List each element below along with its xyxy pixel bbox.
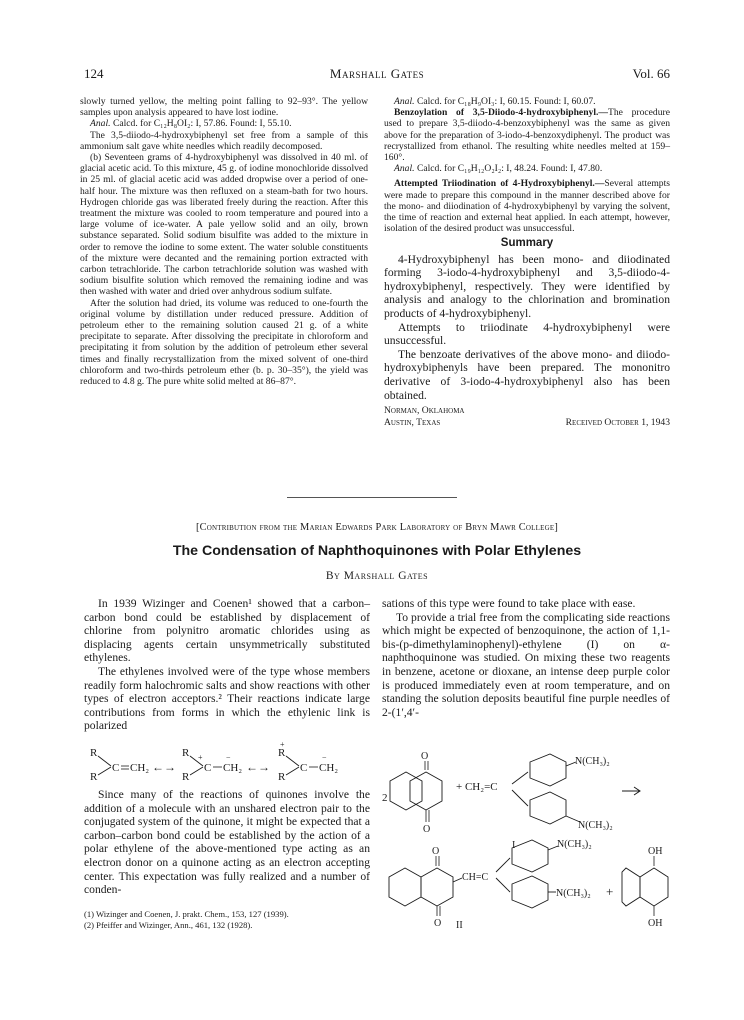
ch2-group: CH₂ (130, 762, 150, 774)
carbon-atom: C (300, 762, 308, 774)
r-group: R (90, 747, 98, 759)
paragraph: After the solution had dried, its volume was reduced to one-fourth the original volume by distillation under reduced pressure. Addition of petroleum ether to the remaining solution caused 21 g. of a white precipitate to separate. After dissolving the precipitate in chloroform and precipitating it from solution by the addition of petroleum ether several times and finally recrystallization from the mixed solvent of one-third chloroform and two-thirds petroleum ether (b. p. 30–35°), the yield was reduced to 4.8 g. The pure white solid melted at 86–87°. (80, 297, 368, 388)
oxygen-atom: O (423, 824, 431, 835)
charge-minus: − (226, 753, 231, 762)
hydroxyl-group: OH (648, 846, 663, 857)
r-group: R (182, 771, 190, 783)
ch2-group: CH₂ (319, 762, 339, 774)
r-group: R (278, 771, 286, 783)
hydroxyl-group: OH (648, 918, 663, 929)
anal-text: Calcd. for C₁₂H₈OI₂: I, 57.86. Found: I, 55.10. (112, 118, 292, 130)
benzo-ring (390, 772, 422, 810)
naphthol-ring (640, 868, 668, 906)
naphthol-ring (622, 868, 640, 906)
dimethylamino-group: N(CH₃)₂ (575, 756, 610, 767)
oxygen-atom: O (434, 918, 442, 929)
footnote-2: (2) Pfeiffer and Wizinger, Ann., 461, 132 (1928). (84, 920, 253, 930)
article-title: The Condensation of Naphthoquinones with Polar Ethylenes (172, 543, 582, 559)
paragraph (384, 178, 670, 234)
paragraph (384, 107, 670, 163)
paragraph: sations of this type were found to take place with ease. (382, 597, 636, 610)
charge-plus: + (198, 753, 203, 762)
byline: By Marshall Gates (325, 570, 429, 582)
reaction-scheme (370, 744, 670, 930)
paragraph: (b) Seventeen grams of 4-hydroxybiphenyl was dissolved in 40 ml. of glacial acetic acid. To this mixture, 45 g. of iodine monochloride dissolved in 25 ml. of glacial acetic acid was added dropwise over a period of one-half hour. The mixture was then refluxed on a steam-bath for two hours. Hydrogen chloride gas was liberated freely during the reaction. After this treatment the mixture was cooled to room temperature and poured into a large volume of ice-water. A pale yellow solid and an oily, brown substance separated. Solid sodium bisulfite was added to the mixture in order to remove the iodine to some extent. The water soluble constituents of the mixture were decanted and the remaining portion extracted with carbon tetrachloride. The carbon tetrachloride solution was washed with sodium bisulfite solution which removed the remaining iodine and was then washed with water and dried over anhydrous sodium sulfate. (80, 152, 368, 298)
resonance-arrow: ←→ (246, 760, 270, 774)
oxygen-atom: O (432, 846, 440, 857)
carbon-atom: C (112, 762, 120, 774)
paragraph: To provide a trial free from the complicating side reactions which might be expected of benzoquinone, the action of 1,1-bis-(p-dimethylaminophenyl)-ethylene (I) on α-naphthoquinone was studied. On mixing these two reagents in benzene, acetone or dioxane, an intense deep purple color is produced immediately even at room temperature, and on standing the solution deposits beautiful fine purple needles of 2-(1′,4′- (382, 610, 670, 719)
anal-label: Anal. (90, 118, 111, 130)
quinone-ring (421, 868, 453, 906)
address-line: Norman, Oklahoma (384, 405, 465, 417)
phenyl-ring (512, 840, 548, 872)
left-top-column (80, 96, 368, 387)
page-number: 124 (84, 66, 104, 81)
anal-text: Calcd. for C₁₉H₁₂O₂I₂: I, 48.24. Found: I, 47.80. (416, 163, 603, 175)
coefficient: 2 (382, 792, 388, 804)
summary-body (384, 253, 670, 403)
plus-ethylene: + CH₂=C (456, 781, 498, 793)
summary-heading: Summary (500, 237, 554, 250)
charge-minus: − (322, 753, 327, 762)
phenyl-ring (530, 754, 566, 786)
polarization-equation (86, 742, 376, 784)
summary-paragraph: Attempts to triiodinate 4-hydroxybiphenyl were unsuccessful. (384, 320, 670, 348)
benzo-ring (389, 868, 421, 906)
phenyl-ring (512, 876, 548, 908)
address-line: Austin, Texas Received October 1, 1943 (384, 416, 670, 428)
section-text: The procedure used to prepare 3,5-diiodo-4-benzoxybiphenyl was the same as given above for the preparation of 3-iodo-4-benzoxydiphenyl. The product was recrystallized from ethanol. The resulting white needles melted at 159–160°. (384, 107, 670, 164)
dimethylamino-group: N(CH₃)₂ (556, 888, 591, 899)
footnote-1: (1) Wizinger and Coenen, J. prakt. Chem., 153, 127 (1939). (84, 909, 289, 919)
paragraph: In 1939 Wizinger and Coenen¹ showed that a carbon–carbon bond could be established by displacement of chlorine from polynitro aromatic chlorides using as displacing agents certain unsymmetrically substituted ethylenes. (84, 597, 370, 665)
compound-label: II (456, 920, 463, 930)
received-date: Received October 1, 1943 (565, 416, 670, 428)
summary-paragraph: The benzoate derivatives of the above mono- and diiodo-hydroxybiphenyls have been prepared. The mononitro derivative of 3-iodo-4-hydroxybiphenyl also has been obtained. (384, 347, 670, 402)
anal-label: Anal. (394, 96, 415, 107)
phenyl-ring (530, 792, 566, 824)
running-head-author: Marshall Gates (329, 66, 425, 81)
vinyl-group: CH=C (462, 872, 489, 883)
charge-plus: + (280, 742, 285, 749)
paragraph: The 3,5-diiodo-4-hydroxybiphenyl set free from a sample of this ammonium salt gave white needles which readily decomposed. (80, 129, 368, 152)
article-left-column-continued (84, 788, 370, 897)
running-head (84, 66, 670, 84)
oxygen-atom: O (421, 751, 429, 762)
section-heading: Attempted Triiodination of 4-Hydroxybiphenyl.— (394, 178, 605, 190)
r-group: R (278, 747, 286, 759)
compound-label: I (512, 840, 516, 851)
article-right-column (382, 597, 670, 719)
quinone-ring (410, 772, 442, 810)
section-text: Several attempts were made to prepare this compound in the manner described above for the mono- and diiodination of 4-hydroxybiphenyl by varying the solvent, the time of reaction and external heat applied. In each attempt, however, isolation of the desired product was unsuccessful. (384, 178, 671, 235)
carbon-atom: C (204, 762, 212, 774)
section-divider (287, 497, 457, 498)
analysis-line (384, 163, 670, 174)
anal-label: Anal. (394, 163, 415, 175)
address-block (384, 405, 670, 428)
section-heading: Benzoylation of 3,5-Diiodo-4-hydroxybiphenyl.— (394, 107, 608, 119)
paragraph: The ethylenes involved were of the type whose members readily form halochromic salts and show reactions with other types of electron acceptors.² Their reactions indicate large contributions from forms in which the ethylenic link is polarized (84, 664, 370, 733)
contribution-line: [Contribution from the Marian Edwards Park Laboratory of Bryn Mawr College] (195, 522, 558, 533)
r-group: R (182, 747, 190, 759)
analysis-line (80, 118, 368, 129)
article-left-column (84, 597, 370, 733)
r-group: R (90, 771, 98, 783)
paragraph: Since many of the reactions of quinones involve the addition of a molecule with an unshared electron pair to the conjugated system of the quinone, it might be expected that a carbon–carbon bond could be established by the action of a polar ethylene of the above-mentioned type acting as an electron donor on a quinone acting as an electron accepting center. This expectation was fully realized and a number of conden- (84, 788, 370, 897)
right-top-column (384, 96, 670, 428)
resonance-arrow: ←→ (152, 760, 176, 774)
paragraph: slowly turned yellow, the melting point falling to 92–93°. The yellow samples upon analysis appeared to have lost iodine. (80, 96, 368, 119)
ch2-group: CH₂ (223, 762, 243, 774)
product-plus: + (606, 884, 614, 899)
analysis-line (384, 96, 670, 107)
volume-label: Vol. 66 (632, 66, 670, 81)
anal-text: Calcd. for C₁₈H₉OI₃: I, 60.15. Found: I, 60.07. (416, 96, 596, 107)
dimethylamino-group: N(CH₃)₂ (557, 839, 592, 850)
dimethylamino-group: N(CH₃)₂ (578, 820, 613, 831)
summary-paragraph: 4-Hydroxybiphenyl has been mono- and diiodinated forming 3-iodo-4-hydroxybiphenyl and 3,5-diiodo-4-hydroxybiphenyl, respectively. They were identified by analysis and analogy to the chlorination and bromination products of 4-hydroxybiphenyl. (384, 252, 670, 321)
